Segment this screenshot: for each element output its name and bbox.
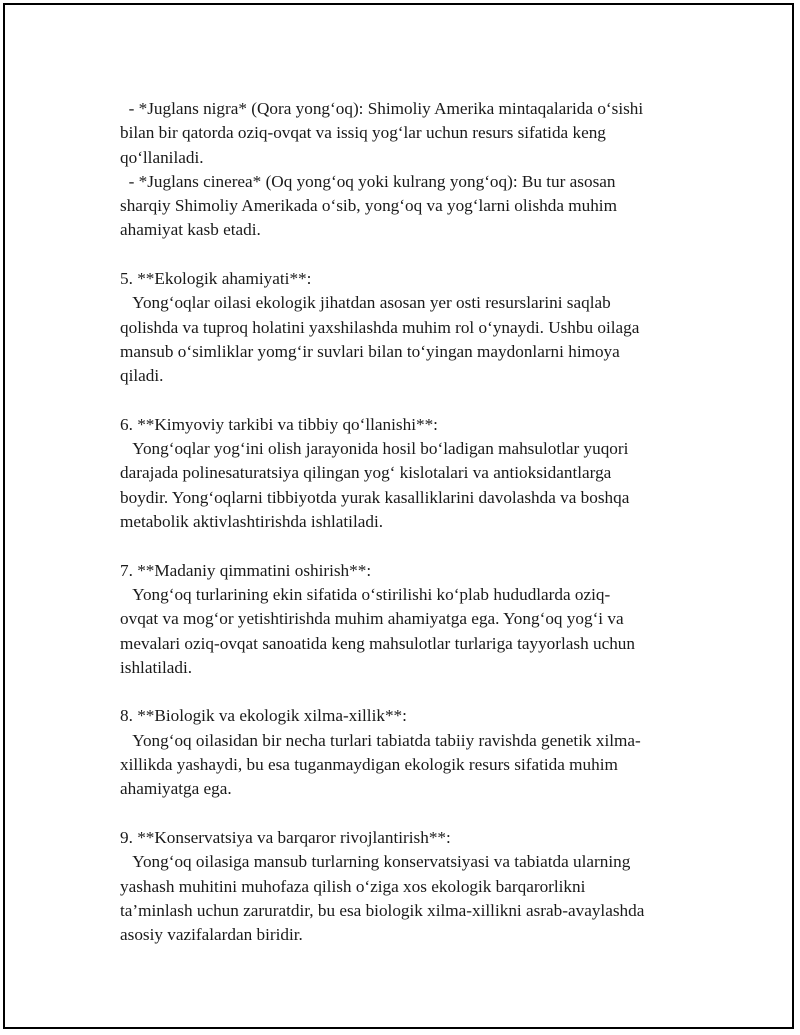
- section-ecological-importance: [120, 267, 700, 388]
- section-heading: 6. **Kimyoviy tarkibi va tibbiy qo‘llanishi**:: [120, 414, 438, 434]
- text-line: ta’minlash uchun zaruratdir, bu esa biologik xilma-xillikni asrab-avaylashda: [120, 900, 645, 920]
- document-page: [3, 3, 794, 1029]
- text-line: qolishda va tuproq holatini yaxshilashda muhim rol o‘ynaydi. Ushbu oilaga: [120, 317, 640, 337]
- text-line: sharqiy Shimoliy Amerikada o‘sib, yong‘oq va yog‘larni olishda muhim: [120, 196, 617, 216]
- document-body: [120, 97, 700, 947]
- section-heading: 7. **Madaniy qimmatini oshirish**:: [120, 560, 372, 580]
- text-line: Yong‘oqlar yog‘ini olish jarayonida hosil bo‘ladigan mahsulotlar yuqori: [120, 439, 629, 459]
- text-line: bilan bir qatorda oziq-ovqat va issiq yog‘lar uchun resurs sifatida keng: [120, 123, 606, 143]
- section-conservation: [120, 826, 700, 947]
- section-heading: 5. **Ekologik ahamiyati**:: [120, 269, 312, 289]
- section-chemical-composition: [120, 413, 700, 534]
- text-line: yashash muhitini muhofaza qilish o‘ziga xos ekologik barqarorlikni: [120, 876, 586, 896]
- text-line: qo‘llaniladi.: [120, 147, 204, 167]
- text-line: ahamiyatga ega.: [120, 779, 232, 799]
- text-line: Yong‘oq oilasidan bir necha turlari tabiatda tabiiy ravishda genetik xilma-: [120, 730, 641, 750]
- text-line: mansub o‘simliklar yomg‘ir suvlari bilan to‘yingan maydonlarni himoya: [120, 341, 620, 361]
- text-line: ahamiyat kasb etadi.: [120, 220, 261, 240]
- text-line: ovqat va mog‘or yetishtirishda muhim ahamiyatga ega. Yong‘oq yog‘i va: [120, 609, 624, 629]
- section-heading: 9. **Konservatsiya va barqaror rivojlantirish**:: [120, 827, 451, 847]
- section-cultural-value: [120, 559, 700, 680]
- text-line: ishlatiladi.: [120, 657, 193, 677]
- text-line: Yong‘oqlar oilasi ekologik jihatdan asosan yer osti resurslarini saqlab: [120, 293, 611, 313]
- text-line: - *Juglans nigra* (Qora yong‘oq): Shimoliy Amerika mintaqalarida o‘sishi: [120, 99, 644, 118]
- text-line: - *Juglans cinerea* (Oq yong‘oq yoki kulrang yong‘oq): Bu tur asosan: [120, 171, 616, 191]
- section-heading: 8. **Biologik va ekologik xilma-xillik**:: [120, 706, 407, 726]
- text-line: metabolik aktivlashtirishda ishlatiladi.: [120, 512, 384, 532]
- section-biodiversity: [120, 704, 700, 801]
- text-line: Yong‘oq oilasiga mansub turlarning konservatsiyasi va tabiatda ularning: [120, 852, 631, 872]
- text-line: xillikda yashaydi, bu esa tuganmaydigan ekologik resurs sifatida muhim: [120, 755, 618, 775]
- text-line: Yong‘oq turlarining ekin sifatida o‘stirilishi ko‘plab hududlarda oziq-: [120, 584, 611, 604]
- intro-item: [120, 170, 700, 243]
- text-line: boydir. Yong‘oqlarni tibbiyotda yurak kasalliklarini davolashda va boshqa: [120, 487, 630, 507]
- text-line: asosiy vazifalardan biridir.: [120, 925, 303, 945]
- intro-item: [120, 97, 700, 170]
- text-line: mevalari oziq-ovqat sanoatida keng mahsulotlar turlariga tayyorlash uchun: [120, 633, 635, 653]
- text-line: qiladi.: [120, 366, 164, 386]
- text-line: darajada polinesaturatsiya qilingan yog‘ kislotalari va antioksidantlarga: [120, 463, 612, 483]
